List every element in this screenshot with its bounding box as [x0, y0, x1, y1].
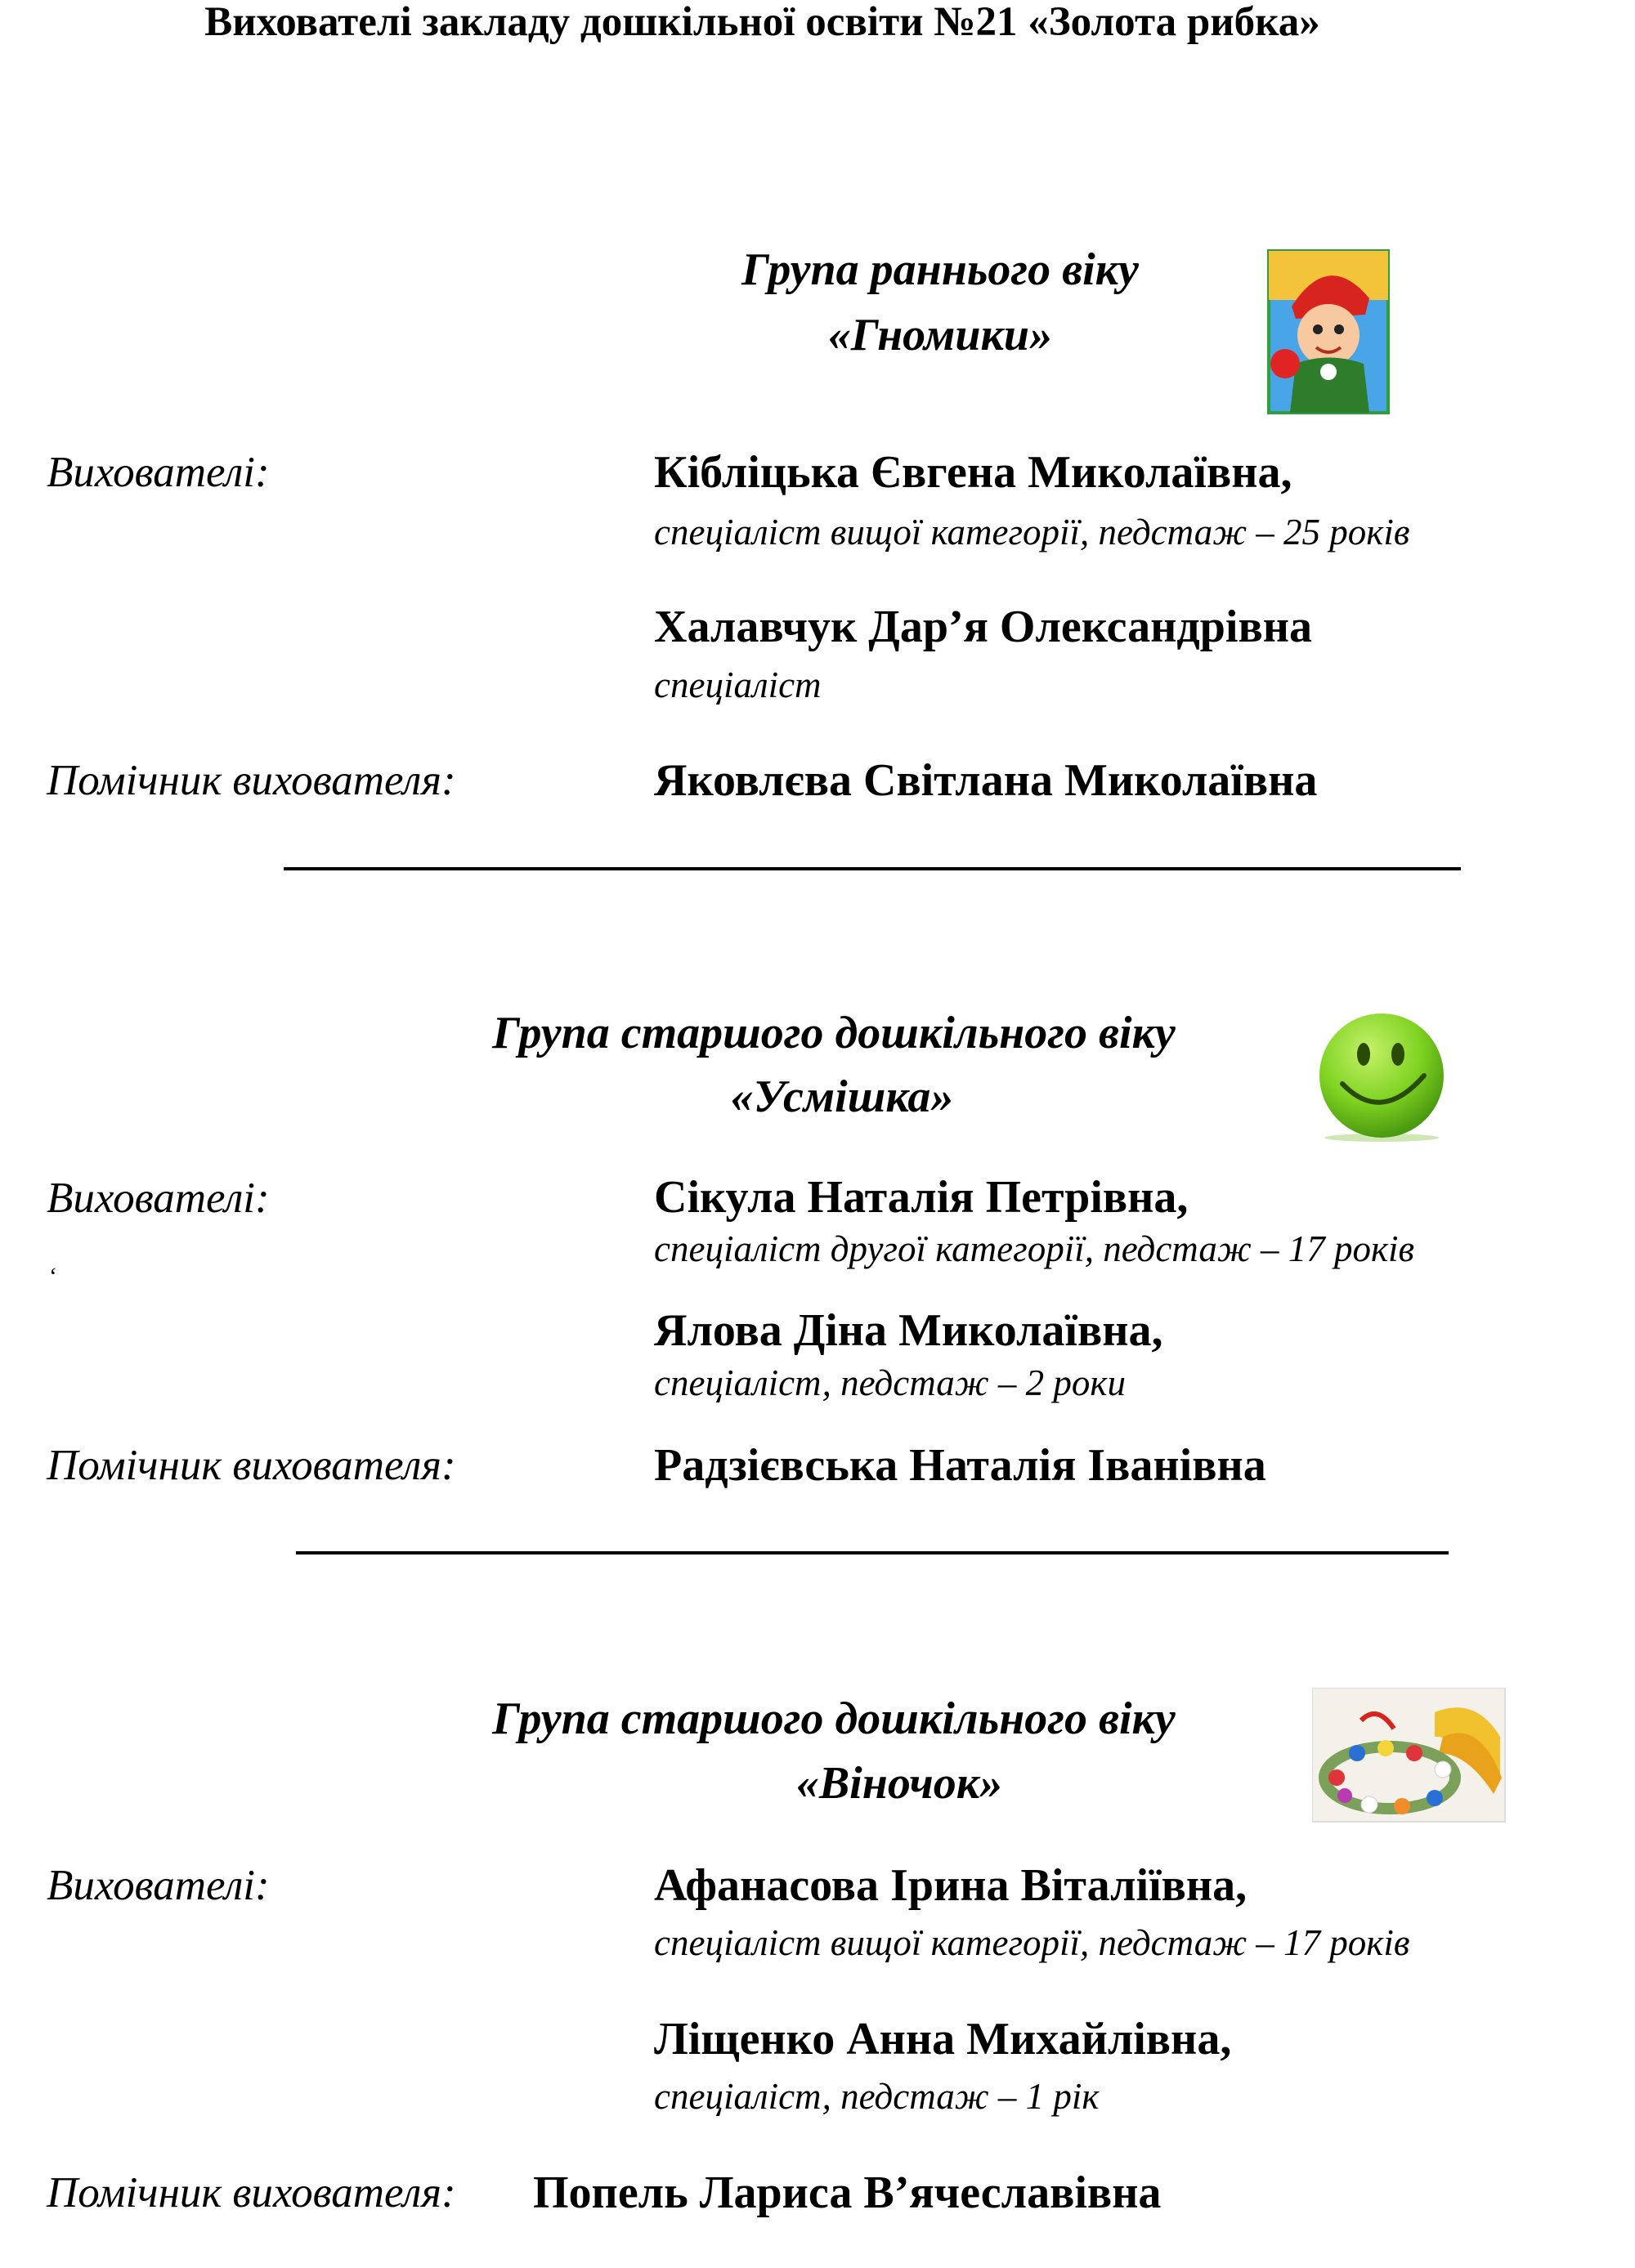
- section-divider-1: [284, 867, 1461, 870]
- group-1-assistant-name: Яковлєва Світлана Миколаївна: [654, 755, 1318, 806]
- group-2-teacher-1-name: Сікула Наталія Петрівна,: [654, 1172, 1189, 1223]
- group-3-teacher-2-details: спеціаліст, педстаж – 1 рік: [654, 2076, 1100, 2117]
- group-3-teacher-2-name: Ліщенко Анна Михайлівна,: [654, 2014, 1232, 2064]
- group-1-assistant-label: Помічник вихователя:: [47, 757, 456, 804]
- group-3-teacher-1-name: Афанасова Ірина Віталіївна,: [654, 1860, 1248, 1911]
- gnome-picture-icon: [1267, 249, 1390, 414]
- group-3-assistant-name: Попель Лариса В’ячеславівна: [533, 2167, 1162, 2218]
- group-3-teachers-label: Вихователі:: [47, 1862, 270, 1909]
- group-1-teacher-2-name: Халавчук Дар’я Олександрівна: [654, 602, 1312, 652]
- smiley-icon: [1308, 1012, 1455, 1143]
- group-3-assistant-label: Помічник вихователя:: [47, 2169, 456, 2217]
- group-3-teacher-1-details: спеціаліст вищої категорії, педстаж – 17 років: [654, 1922, 1410, 1963]
- group-1-teacher-2-details: спеціаліст: [654, 664, 822, 705]
- page-title: Вихователі закладу дошкільної освіти №21 «Золота рибка»: [204, 0, 1320, 45]
- group-2-assistant-label: Помічник вихователя:: [47, 1442, 456, 1489]
- group-2-title-line1: Група старшого дошкільного віку: [492, 1008, 1176, 1058]
- group-1-teacher-1-details: спеціаліст вищої категорії, педстаж – 25 років: [654, 512, 1410, 552]
- group-3-title-line2: «Віночок»: [795, 1758, 1003, 1809]
- flower-wreath-icon: [1312, 1688, 1508, 1825]
- group-2-title-line2: «Усмішка»: [730, 1071, 954, 1122]
- stray-mark: ‘: [49, 1263, 57, 1290]
- group-2-assistant-name: Радзієвська Наталія Іванівна: [654, 1440, 1266, 1491]
- group-1-title-line2: «Гномики»: [827, 310, 1053, 360]
- group-1-teachers-label: Вихователі:: [47, 449, 270, 496]
- group-2-teachers-label: Вихователі:: [47, 1174, 270, 1222]
- group-2-teacher-1-details: спеціаліст другої категорії, педстаж – 17 років: [654, 1228, 1415, 1269]
- section-divider-2: [296, 1551, 1449, 1554]
- group-2-teacher-2-details: спеціаліст, педстаж – 2 роки: [654, 1362, 1126, 1403]
- group-1-teacher-1-name: Кібліцька Євгена Миколаївна,: [654, 447, 1292, 498]
- group-1-title-line1: Група раннього віку: [741, 244, 1139, 295]
- group-2-teacher-2-name: Ялова Діна Миколаївна,: [654, 1305, 1163, 1356]
- group-3-title-line1: Група старшого дошкільного віку: [492, 1693, 1176, 1744]
